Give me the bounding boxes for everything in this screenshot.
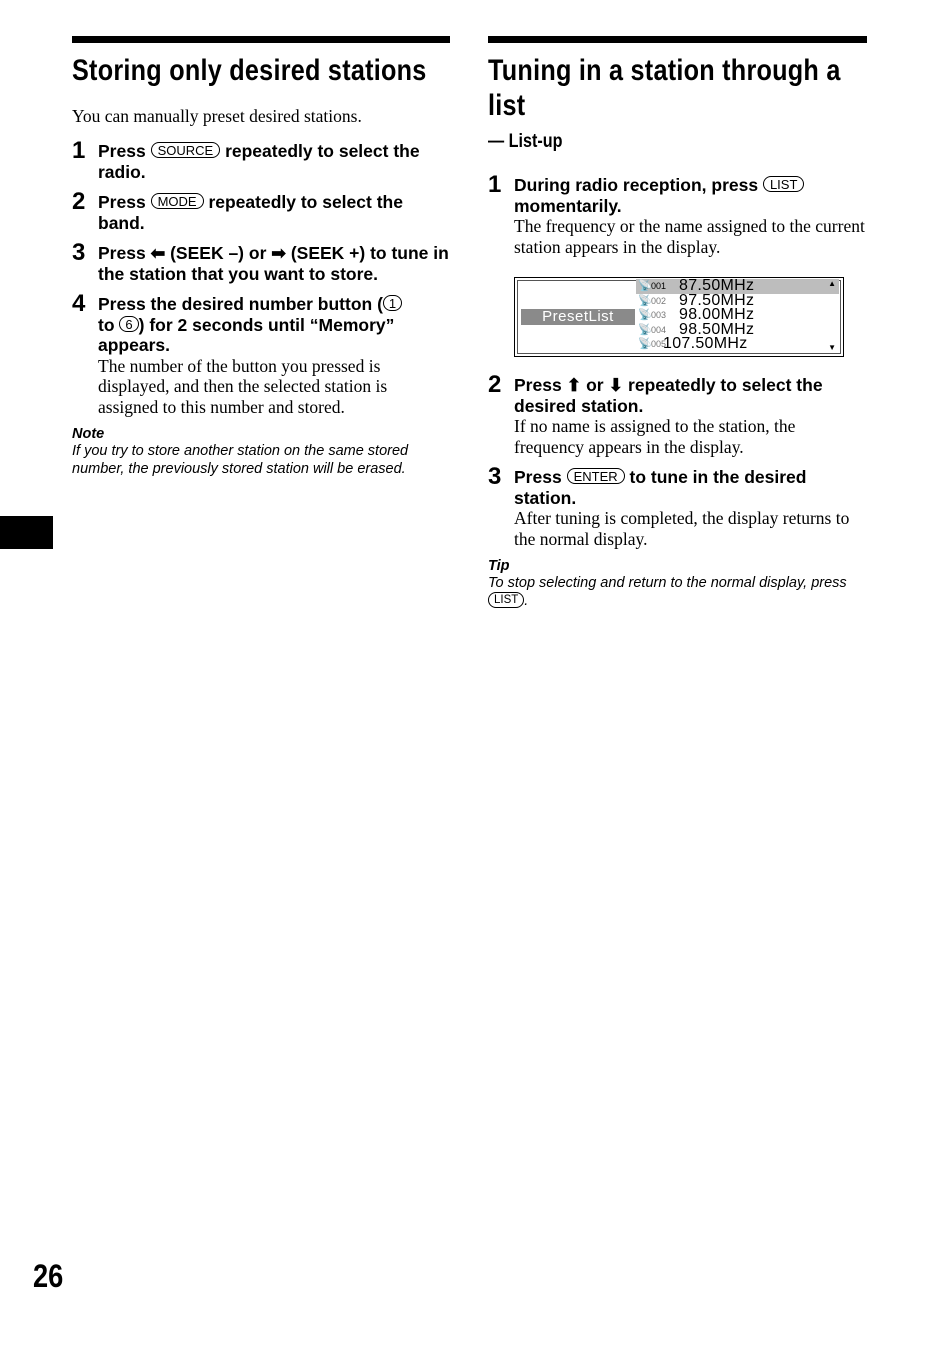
- step-text: ) for 2 seconds until “Memory” appears.: [98, 314, 395, 355]
- step-instruction: [514, 175, 867, 216]
- step-2: [488, 371, 867, 457]
- section-subtitle: — List-up: [488, 131, 563, 152]
- list-key-icon: LIST: [763, 176, 804, 192]
- step-text: Press: [98, 243, 146, 263]
- step-text: Press the desired number button (: [98, 294, 383, 314]
- step-1: [72, 137, 450, 182]
- section-title-line2: list: [488, 89, 526, 122]
- tip-label: Tip: [488, 558, 510, 574]
- arrow-right-icon: ➡: [271, 243, 286, 263]
- source-key-icon: SOURCE: [151, 142, 221, 158]
- step-instruction: [98, 243, 450, 284]
- preset-frequency: 87.50MHz: [679, 277, 755, 294]
- preset-index: 005: [651, 339, 667, 350]
- enter-key-icon: ENTER: [567, 468, 625, 484]
- step-description: The frequency or the name assigned to the current station appears in the display.: [514, 216, 865, 257]
- section-rule: [488, 36, 867, 43]
- preset-index: 002: [651, 295, 667, 306]
- step-3: [72, 239, 450, 284]
- step-text: repeatedly to select the band.: [98, 192, 403, 233]
- step-instruction: [98, 294, 450, 356]
- step-text: Press: [98, 192, 146, 212]
- section-title-line1: Tuning in a station through a: [488, 54, 841, 87]
- step-number: 4: [72, 290, 86, 317]
- preset-frequency: 97.50MHz: [679, 291, 755, 309]
- step-3: [488, 463, 867, 549]
- step-text: During radio reception, press: [514, 175, 759, 195]
- step-text: Press: [514, 467, 562, 487]
- right-column: [488, 36, 867, 610]
- section-title: Storing only desired stations: [72, 54, 427, 87]
- step-number: 2: [72, 188, 86, 215]
- intro-text: You can manually preset desired stations.: [72, 106, 362, 126]
- step-number: 3: [488, 463, 502, 490]
- step-number: 2: [488, 371, 502, 398]
- antenna-icon: 📡: [638, 338, 652, 351]
- step-text: Press: [98, 141, 146, 161]
- note-text: If you try to store another station on the same stored number, the previously stored station will be erased.: [72, 443, 409, 477]
- preset-frequency: 98.50MHz: [679, 320, 755, 338]
- page-number: 26: [33, 1258, 64, 1294]
- scroll-down-icon: ▼: [828, 342, 836, 352]
- preset-index: 004: [651, 324, 667, 335]
- preset-list-label: PresetList: [521, 309, 635, 325]
- step-text: (SEEK +) to tune in the station that you want to store.: [98, 243, 449, 284]
- list-key-icon: LIST: [488, 592, 524, 608]
- note-label: Note: [72, 426, 105, 442]
- number-1-key-icon: 1: [383, 295, 402, 311]
- arrow-up-icon: ⬆: [566, 375, 582, 395]
- step-description: If no name is assigned to the station, the frequency appears in the display.: [514, 416, 796, 457]
- step-description: After tuning is completed, the display returns to the normal display.: [514, 508, 850, 549]
- tip-body: To stop selecting and return to the normal display, press: [488, 575, 847, 591]
- step-text: to: [98, 314, 115, 335]
- antenna-icon: 📡: [638, 294, 652, 307]
- step-number: 3: [72, 239, 86, 266]
- step-text: Press: [514, 375, 562, 395]
- step-instruction: [514, 467, 867, 508]
- step-2: [72, 188, 450, 233]
- step-text: to tune in the desired station.: [514, 467, 807, 508]
- step-number: 1: [488, 171, 502, 198]
- step-text: (SEEK –) or: [170, 243, 267, 263]
- section-rule: [72, 36, 450, 43]
- tip-text: [488, 574, 867, 610]
- left-column: [72, 36, 450, 478]
- tip-end: .: [524, 593, 529, 609]
- step-instruction: [98, 141, 450, 182]
- chapter-tab: [0, 516, 53, 549]
- step-4: [72, 290, 450, 417]
- step-number: 1: [72, 137, 86, 164]
- step-text: or: [586, 375, 604, 395]
- step-text: repeatedly to select the radio.: [98, 141, 420, 182]
- antenna-icon: 📡: [638, 323, 652, 336]
- list-item: [636, 337, 839, 352]
- step-instruction: [514, 375, 867, 416]
- step-text: momentarily.: [514, 195, 622, 216]
- preset-index: 003: [651, 310, 667, 321]
- preset-list: [636, 279, 839, 352]
- preset-frequency: 98.00MHz: [679, 306, 755, 324]
- antenna-icon: 📡: [638, 280, 652, 292]
- step-1: [488, 171, 867, 257]
- step-instruction: [98, 192, 450, 233]
- preset-index: 001: [651, 281, 667, 291]
- number-6-key-icon: 6: [119, 316, 138, 332]
- step-text: repeatedly to select the desired station.: [514, 375, 823, 416]
- arrow-left-icon: ⬅: [150, 243, 166, 263]
- antenna-icon: 📡: [638, 309, 652, 322]
- step-description: The number of the button you pressed is displayed, and then the selected station is assigned to this number and stored.: [98, 355, 388, 417]
- mode-key-icon: MODE: [151, 193, 204, 209]
- preset-frequency: 107.50MHz: [663, 335, 748, 353]
- preset-list-display: [514, 277, 844, 357]
- scroll-up-icon: ▲: [828, 279, 836, 288]
- arrow-down-icon: ⬇: [608, 375, 624, 395]
